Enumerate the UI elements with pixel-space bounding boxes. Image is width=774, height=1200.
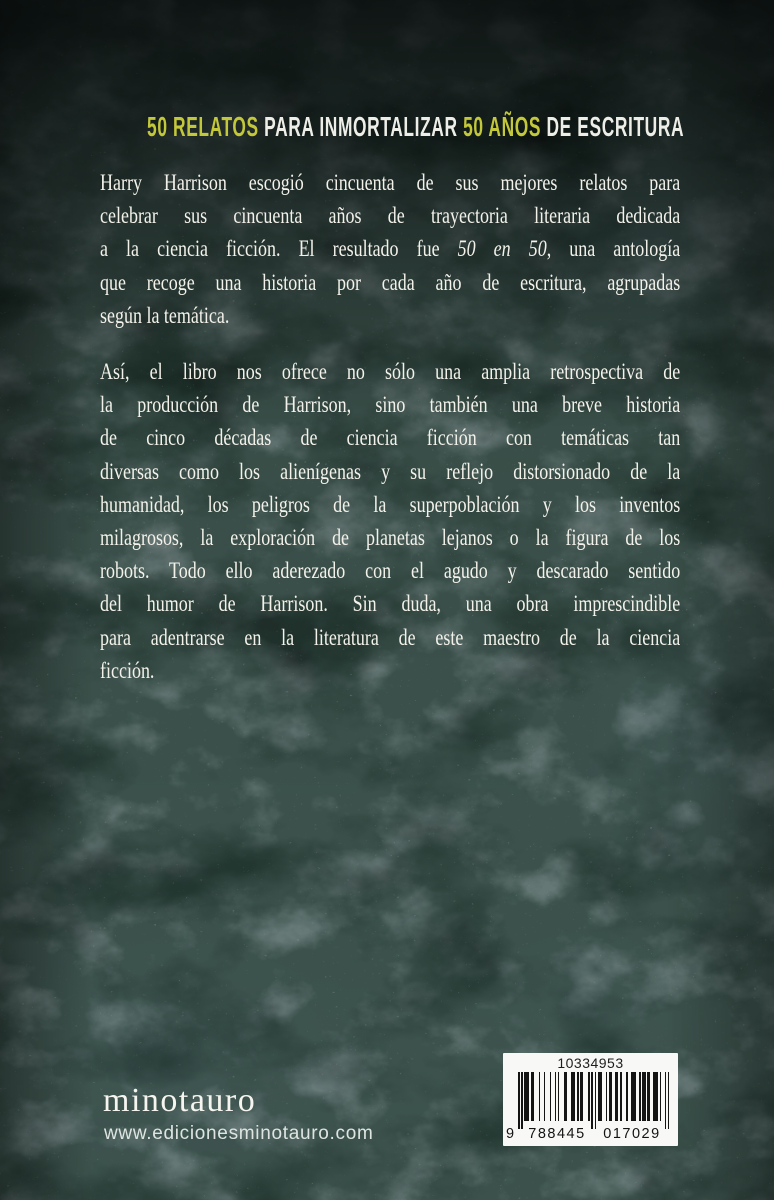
synopsis-line: la producción de Harrison, sino también una breve historia bbox=[100, 392, 681, 418]
barcode-isbn-first-digit: 9 bbox=[506, 1126, 515, 1142]
tagline-segment: DE ESCRITURA bbox=[541, 111, 685, 142]
synopsis-paragraph-1 bbox=[100, 166, 680, 332]
tagline bbox=[147, 111, 685, 143]
publisher-website: www.edicionesminotauro.com bbox=[104, 1123, 374, 1144]
synopsis-line: ficción. bbox=[100, 657, 155, 683]
synopsis-line: que recoge una historia por cada año de escritura, agrupadas bbox=[100, 269, 681, 295]
synopsis-line: de cinco décadas de ciencia ficción con temáticas tan bbox=[100, 425, 681, 451]
barcode-isbn-right-group: 017029 bbox=[603, 1126, 661, 1142]
synopsis-line bbox=[100, 232, 680, 265]
barcode-isbn-left-group: 788445 bbox=[528, 1126, 586, 1142]
synopsis-text: a la ciencia ficción. El resultado fue bbox=[100, 236, 458, 262]
synopsis-line: humanidad, los peligros de la superpoblación y los inventos bbox=[100, 491, 681, 517]
barcode-bars bbox=[518, 1072, 669, 1130]
synopsis-line: según la temática. bbox=[100, 302, 230, 328]
tagline-segment: PARA INMORTALIZAR bbox=[258, 111, 464, 142]
synopsis-text: , una antología bbox=[546, 236, 681, 262]
tagline-accent-segment: 50 AÑOS bbox=[463, 111, 542, 142]
barcode-top-number: 10334953 bbox=[557, 1055, 624, 1071]
synopsis-line: diversas como los alienígenas y su reflejo distorsionado de la bbox=[100, 458, 681, 484]
synopsis-line: Harry Harrison escogió cincuenta de sus mejores relatos para bbox=[100, 170, 681, 195]
barcode-bar-module bbox=[668, 1072, 670, 1129]
synopsis-line: del humor de Harrison. Sin duda, una obra imprescindible bbox=[100, 591, 681, 617]
synopsis-line: robots. Todo ello aderezado con el agudo y descarado sentido bbox=[100, 558, 681, 584]
synopsis-line: para adentrarse en la literatura de este maestro de la ciencia bbox=[100, 624, 681, 650]
synopsis-paragraph-2 bbox=[100, 355, 680, 687]
synopsis-line: Así, el libro nos ofrece no sólo una amplia retrospectiva de bbox=[100, 359, 681, 384]
publisher-logo: minotauro bbox=[103, 1082, 257, 1119]
tagline-accent-segment: 50 RELATOS bbox=[147, 111, 259, 142]
barcode bbox=[503, 1053, 678, 1146]
synopsis-line: celebrar sus cincuenta años de trayectoria literaria dedicada bbox=[100, 203, 681, 229]
book-title-italic: 50 en 50 bbox=[457, 236, 547, 262]
synopsis-line: milagrosos, la exploración de planetas lejanos o la figura de los bbox=[100, 524, 681, 550]
